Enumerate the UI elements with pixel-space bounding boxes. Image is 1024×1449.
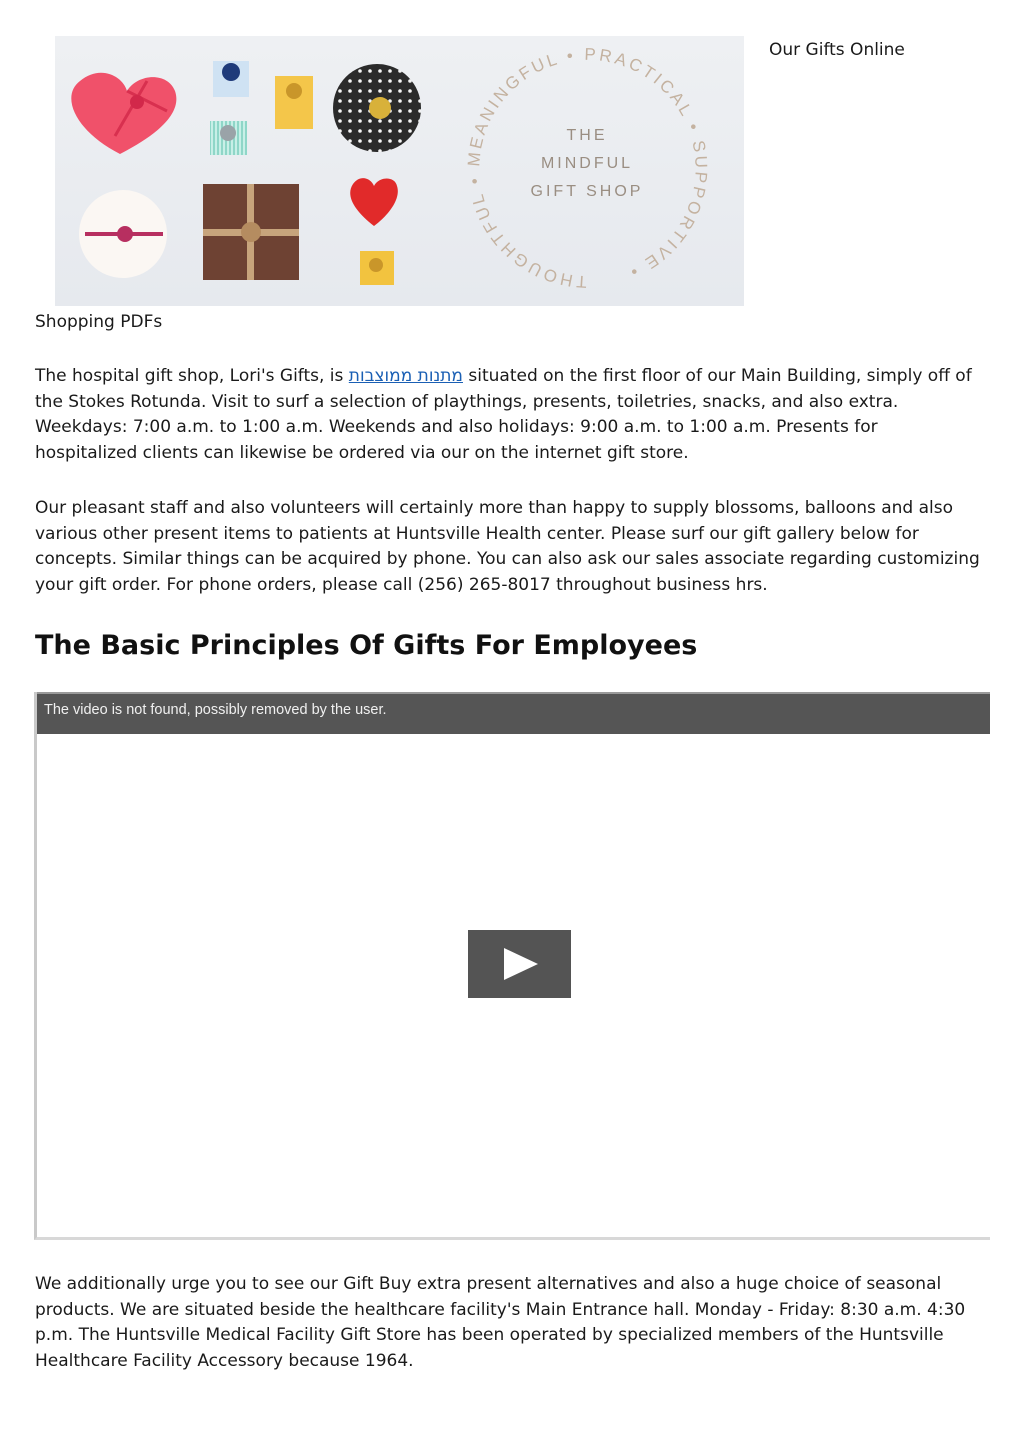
paragraph-gift-store-history: We additionally urge you to see our Gift Buy extra present alternatives and also a huge choice of seasonal products. We are situated beside the healthcare facility's Main Entrance hall. Monday - Friday: 8:30 a.m. 4:30 p.m. The Huntsville Medical Facility Gift Store has been operated by specialized members of the Huntsville Healthcare Facility Accessory because 1964. <box>35 1274 966 1371</box>
paragraph-1-before-link: The hospital gift shop, Lori's Gifts, is <box>35 366 349 386</box>
play-icon <box>468 930 571 998</box>
logo-line-2: MINDFUL <box>540 155 634 172</box>
video-error-message: The video is not found, possibly removed by the user. <box>44 702 387 718</box>
logo-line-3: GIFT SHOP <box>530 183 644 200</box>
side-caption: Our Gifts Online <box>769 40 905 60</box>
red-heart-box <box>71 73 176 154</box>
image-caption: Shopping PDFs <box>35 312 163 332</box>
paragraph-gift-shop-intro <box>35 364 985 466</box>
video-player[interactable] <box>34 692 990 1240</box>
section-heading: The Basic Principles Of Gifts For Employees <box>35 630 698 661</box>
logo-ring-text: THOUGHTFUL • MEANINGFUL • PRACTICAL • SUPPORTIVE • <box>464 44 711 292</box>
small-red-heart <box>350 178 398 226</box>
video-title-bar <box>37 692 990 734</box>
hebrew-gifts-link[interactable]: מתנות ממוצבות <box>348 366 463 386</box>
play-button[interactable] <box>468 930 571 998</box>
logo-line-1: THE <box>566 127 608 144</box>
gift-boxes-illustration <box>55 36 744 306</box>
paragraph-1-after-link: situated on the first floor of our Main Building, simply off of the Stokes Rotunda. Visit to surf a selection of playthings, presents, toiletries, snacks, and also extra. Weekdays: 7:00 a.m. to 1:00 a.m. Weekends and also holidays: 9:00 a.m. to 1:00 a.m. Presents for hospitalized clients can likewise be ordered via our on the internet gift store. <box>35 366 972 463</box>
paragraph-staff-volunteers: Our pleasant staff and also volunteers will certainly more than happy to supply blossoms, balloons and also various other present items to patients at Huntsville Health center. Please surf our gift gallery below for concepts. Similar things can be acquired by phone. You can also ask our sales associate regarding customizing your gift order. For phone orders, please call (256) 265-8017 throughout business hrs. <box>35 498 980 595</box>
hero-image <box>55 36 744 306</box>
